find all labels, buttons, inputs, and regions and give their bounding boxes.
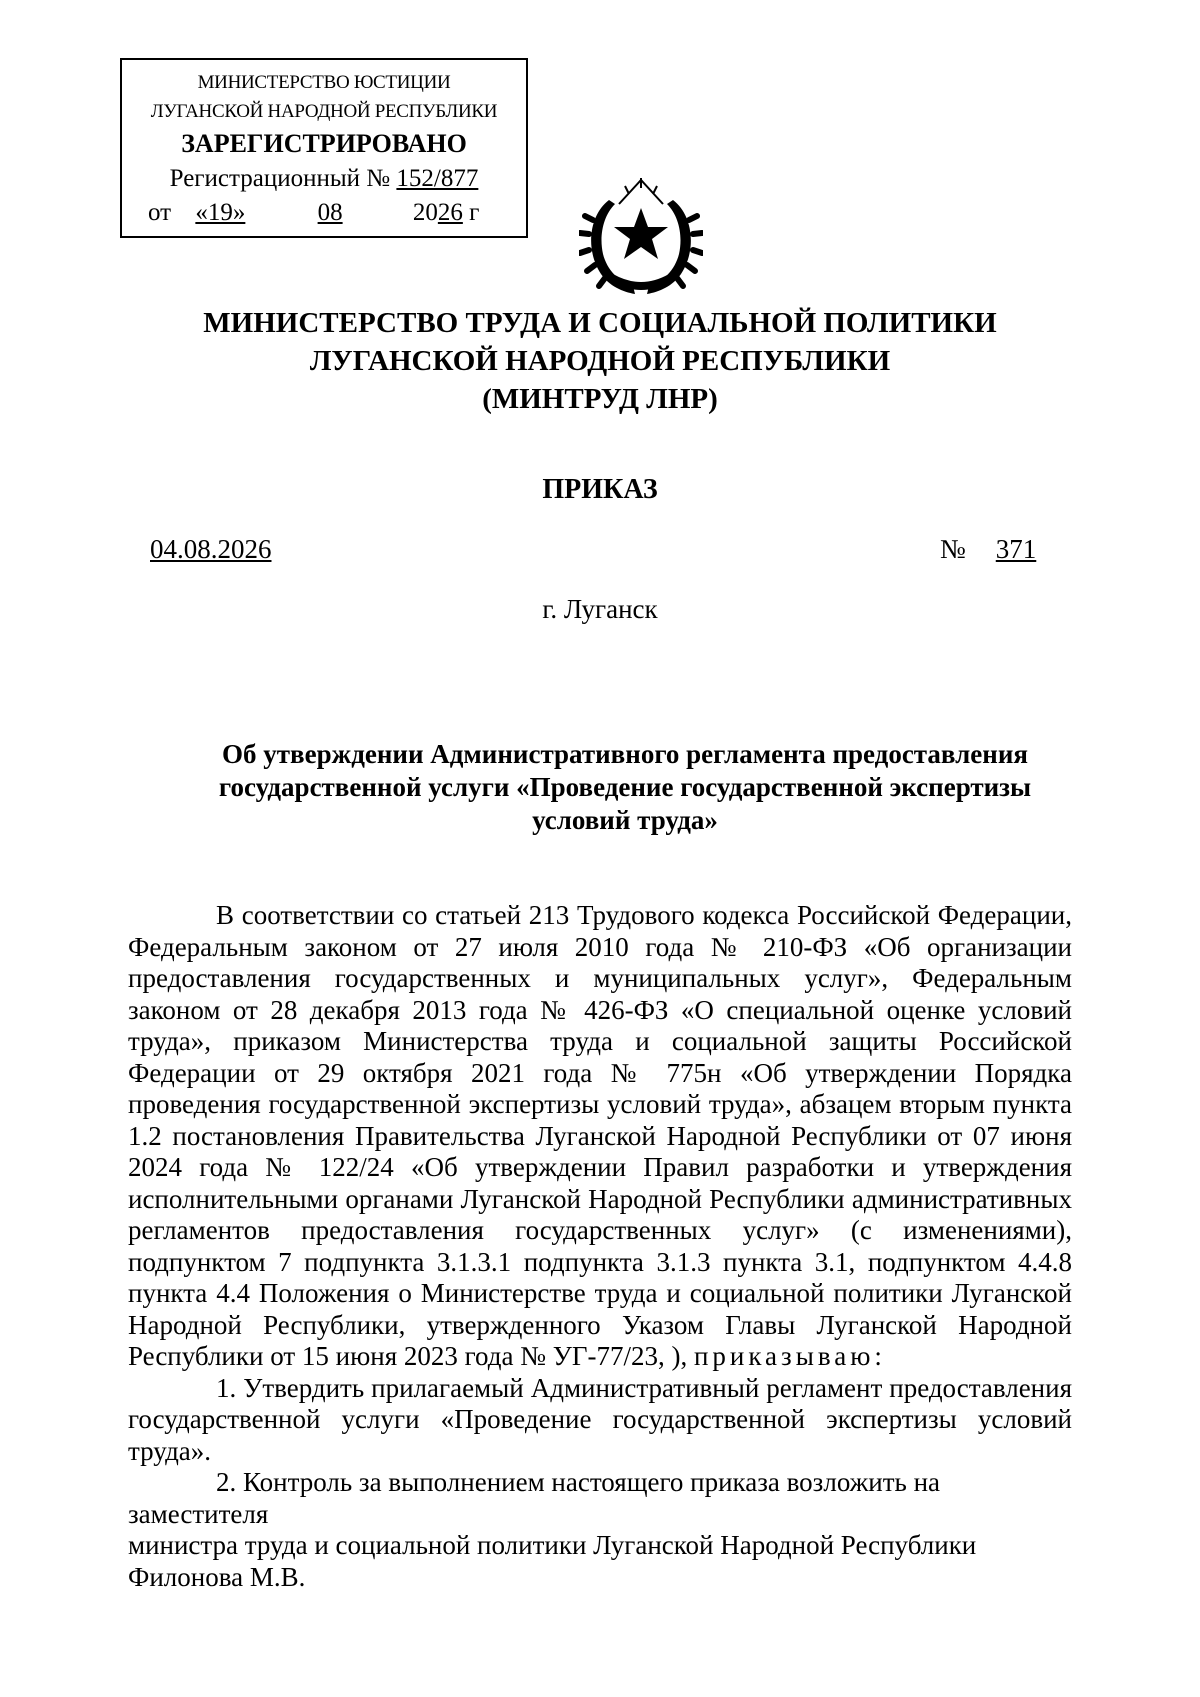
item-2: 2. Контроль за выполнением настоящего приказа возложить на заместителя	[128, 1467, 941, 1529]
order-date	[128, 534, 284, 565]
order-body	[128, 900, 1072, 1593]
order-date-value: 04.08.2026	[150, 534, 272, 564]
subject-line-3: условий труда»	[532, 805, 718, 835]
stamp-month: 08	[317, 199, 343, 226]
preamble-text: В соответствии со статьей 213 Трудового кодекса Российской Федерации, Федеральным законом от 27 июля 2010 года № 210-ФЗ «Об организации предоставления государственных и муниципальных услуг», Федеральным законом от 28 декабря 2013 года № 426-ФЗ «О специальной оценке условий труда», приказом Министерства труда и социальной защиты Российской Федерации от 29 октября 2021 года № 775н «Об утверждении Порядка проведения государственной экспертизы условий труда», абзацем вторым пункта 1.2 постановления Правительства Луганской Народной Республики от 07 июня 2024 года № 122/24 «Об утверждении Правил разработки и утверждения исполнительными органами Луганской Народной Республики административных регламентов предоставления государственных услуг» (с изменениями), подпунктом 7 подпункта 3.1.3.1 подпункта 3.1.3 пункта 3.1, подпунктом 4.4.8 пункта 4.4 Положения о Министерстве труда и социальной политики Луганской Народной Республики, утвержденного Указом Главы Луганской Народной Республики от 15 июня 2023 года № УГ-77/23, ),	[128, 900, 1072, 1371]
order-word: приказываю:	[693, 1341, 886, 1371]
stamp-from-label: от	[148, 199, 172, 226]
organization-line-1: МИНИСТЕРСТВО ТРУДА И СОЦИАЛЬНОЙ ПОЛИТИКИ	[203, 307, 997, 339]
document-type: ПРИКАЗ	[542, 474, 658, 505]
subject-line-2: государственной услуги «Проведение государственной экспертизы	[218, 772, 1032, 802]
stamp-republic-line: ЛУГАНСКОЙ НАРОДНОЙ РЕСПУБЛИКИ	[150, 101, 498, 122]
city: г. Луганск	[542, 594, 658, 624]
stamp-registration-number	[122, 162, 526, 196]
stamp-registered: ЗАРЕГИСТРИРОВАНО	[181, 129, 467, 158]
stamp-reg-label: Регистрационный №	[169, 165, 391, 192]
lnr-coat-of-arms-icon	[579, 170, 703, 298]
stamp-reg-number: 152/877	[396, 165, 479, 192]
order-number-label: №	[940, 534, 966, 564]
organization-line-2: ЛУГАНСКОЙ НАРОДНОЙ РЕСПУБЛИКИ	[309, 345, 891, 377]
stamp-day: «19»	[195, 199, 246, 226]
registration-stamp	[120, 58, 528, 238]
subject-line-1: Об утверждении Административного регламента предоставления	[222, 739, 1028, 769]
item-2-line-3: Филонова М.В.	[128, 1561, 306, 1592]
order-subject	[180, 738, 1070, 837]
preamble-paragraph	[128, 900, 1072, 1373]
stamp-date	[122, 196, 526, 230]
order-number-value: 371	[995, 534, 1037, 564]
organization-name	[0, 304, 1200, 418]
item-2-line-2: министра труда и социальной политики Луганской Народной Республики	[128, 1530, 977, 1560]
stamp-ministry-line: МИНИСТЕРСТВО ЮСТИЦИИ	[197, 72, 451, 93]
order-number	[940, 534, 1038, 565]
organization-line-3: (МИНТРУД ЛНР)	[482, 383, 718, 415]
stamp-year: 2026 г	[412, 199, 480, 226]
item-1: 1. Утвердить прилагаемый Административный регламент предоставления государственной услуги «Проведение государственной экспертизы условий труда».	[128, 1372, 1072, 1466]
